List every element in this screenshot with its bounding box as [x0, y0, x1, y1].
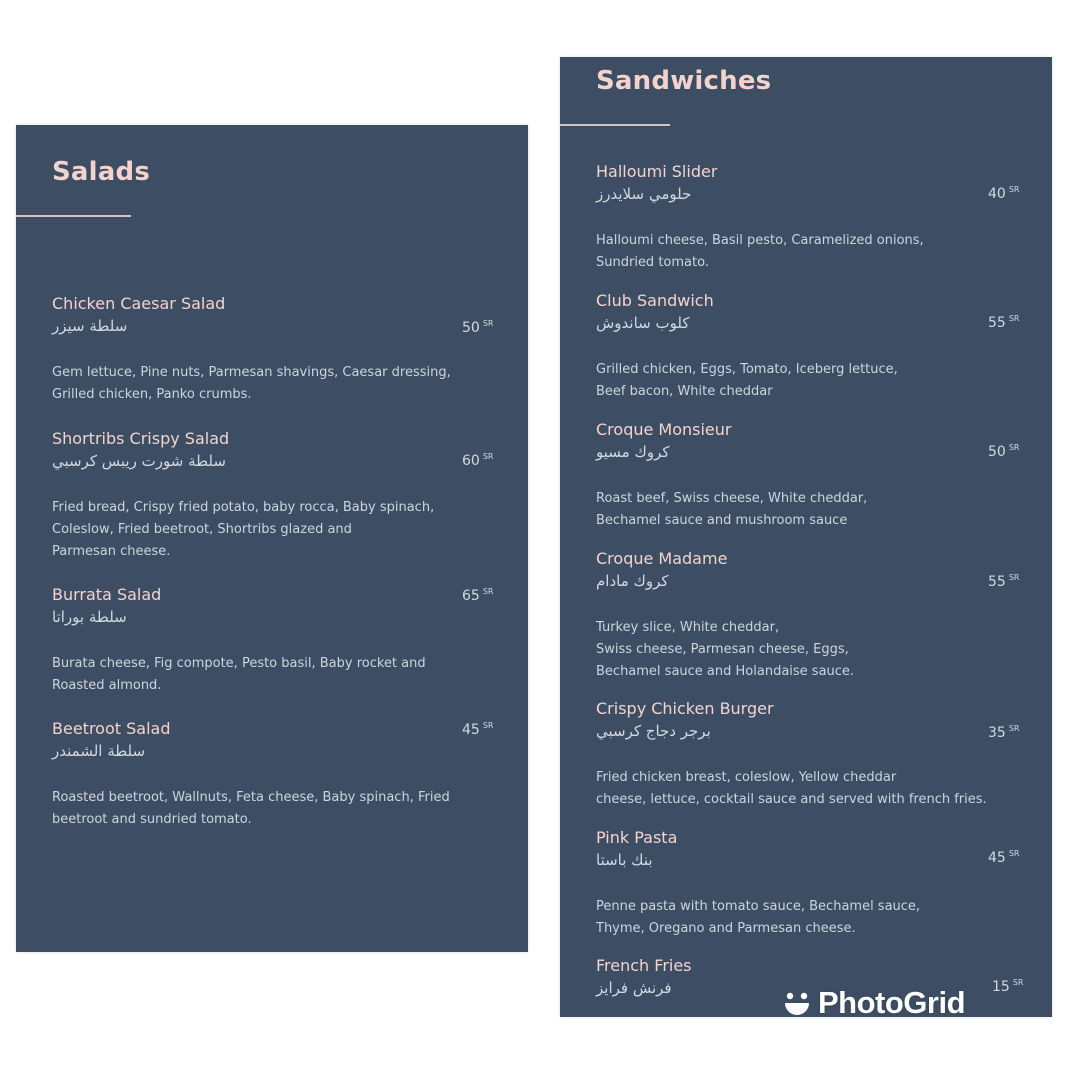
salads-title-divider [16, 215, 131, 217]
menu-item [596, 699, 987, 811]
menu-item [52, 294, 451, 406]
item-description-line: Swiss cheese, Parmesan cheese, Eggs, [596, 642, 849, 657]
price-value: 45 [988, 850, 1006, 866]
item-description-line: Fried chicken breast, coleslow, Yellow cheddar [596, 770, 897, 785]
price-value: 60 [462, 453, 480, 469]
item-description-line: Burata cheese, Fig compote, Pesto basil, Baby rocket and [52, 656, 426, 671]
currency-label: SR [1008, 443, 1020, 452]
currency-label: SR [1012, 978, 1024, 987]
menu-item [52, 429, 434, 563]
item-description-line: Bechamel sauce and mushroom sauce [596, 513, 848, 528]
salads-menu-panel [16, 125, 528, 952]
item-price [462, 452, 493, 469]
item-description-line: Gem lettuce, Pine nuts, Parmesan shavings, Caesar dressing, [52, 365, 451, 380]
item-arabic-name: فرنش فرايز [596, 979, 672, 997]
price-value: 50 [462, 320, 480, 336]
menu-item [596, 162, 924, 274]
item-description-line: Fried bread, Crispy fried potato, baby rocca, Baby spinach, [52, 500, 435, 515]
sandwiches-title: Sandwiches [596, 66, 772, 96]
item-arabic-name: بنك باستا [596, 851, 653, 869]
currency-label: SR [1008, 573, 1020, 582]
item-arabic-name: برجر دجاج كرسبي [596, 722, 711, 740]
item-description-line: Roast beef, Swiss cheese, White cheddar, [596, 491, 868, 506]
item-name: Pink Pasta [596, 828, 678, 847]
item-description-line: Beef bacon, White cheddar [596, 384, 773, 399]
item-arabic-name: سلطة الشمندر [52, 742, 146, 760]
currency-label: SR [1008, 724, 1020, 733]
salads-title: Salads [52, 157, 151, 187]
price-value: 15 [992, 979, 1010, 995]
price-value: 45 [462, 722, 480, 738]
menu-item [52, 719, 450, 831]
item-price [988, 573, 1019, 590]
item-description [596, 488, 867, 532]
item-name: Burrata Salad [52, 585, 162, 604]
item-description-line: Grilled chicken, Eggs, Tomato, Iceberg lettuce, [596, 362, 898, 377]
currency-label: SR [482, 721, 494, 730]
item-name: Crispy Chicken Burger [596, 699, 774, 718]
sandwiches-menu-panel [560, 57, 1052, 1017]
item-description [596, 359, 898, 403]
item-price [462, 721, 493, 738]
item-description-line: beetroot and sundried tomato. [52, 812, 252, 827]
item-description-line: Bechamel sauce and Holandaise sauce. [596, 664, 855, 679]
item-description-line: Sundried tomato. [596, 255, 709, 270]
currency-label: SR [1008, 185, 1020, 194]
item-arabic-name: حلومي سلايدرز [596, 185, 692, 203]
item-arabic-name: سلطة بوراتا [52, 608, 127, 626]
price-value: 55 [988, 574, 1006, 590]
menu-item [596, 828, 920, 940]
item-price [988, 185, 1019, 202]
price-value: 35 [988, 725, 1006, 741]
item-description-line: Halloumi cheese, Basil pesto, Caramelized onions, [596, 233, 924, 248]
menu-item [596, 956, 692, 1000]
item-arabic-name: كروك مادام [596, 572, 669, 590]
item-name: Croque Madame [596, 549, 728, 568]
smiley-face-icon [782, 988, 812, 1018]
item-description [596, 767, 987, 811]
currency-label: SR [482, 452, 494, 461]
item-name: Croque Monsieur [596, 420, 732, 439]
photogrid-watermark [782, 985, 965, 1021]
item-price [988, 314, 1019, 331]
watermark-text: PhotoGrid [818, 985, 966, 1020]
item-price [992, 978, 1023, 995]
currency-label: SR [1008, 849, 1020, 858]
item-description [596, 896, 920, 940]
currency-label: SR [482, 319, 494, 328]
item-arabic-name: سلطة سيزر [52, 317, 128, 335]
price-value: 55 [988, 315, 1006, 331]
item-description-line: Grilled chicken, Panko crumbs. [52, 387, 252, 402]
item-description-line: cheese, lettuce, cocktail sauce and served with french fries. [596, 792, 987, 807]
price-value: 50 [988, 444, 1006, 460]
currency-label: SR [1008, 314, 1020, 323]
item-description-line: Coleslow, Fried beetroot, Shortribs glazed and [52, 522, 352, 537]
menu-item [596, 549, 854, 683]
item-description-line: Roasted beetroot, Wallnuts, Feta cheese, Baby spinach, Fried [52, 790, 450, 805]
item-arabic-name: كروك مسيو [596, 443, 670, 461]
item-price [462, 587, 493, 604]
item-description-line: Thyme, Oregano and Parmesan cheese. [596, 921, 856, 936]
item-price [988, 443, 1019, 460]
item-name: Chicken Caesar Salad [52, 294, 226, 313]
menu-item [596, 420, 867, 532]
item-name: Shortribs Crispy Salad [52, 429, 230, 448]
menu-item [52, 585, 426, 697]
sandwiches-title-divider [560, 124, 670, 126]
item-description [596, 230, 924, 274]
item-arabic-name: كلوب ساندوش [596, 314, 690, 332]
price-value: 65 [462, 588, 480, 604]
item-description [52, 653, 426, 697]
item-description [52, 362, 451, 406]
item-description-line: Turkey slice, White cheddar, [596, 620, 780, 635]
menu-item [596, 291, 898, 403]
item-price [462, 319, 493, 336]
item-description-line: Parmesan cheese. [52, 544, 171, 559]
item-description-line: Penne pasta with tomato sauce, Bechamel sauce, [596, 899, 921, 914]
item-description [52, 787, 450, 831]
item-description-line: Roasted almond. [52, 678, 162, 693]
price-value: 40 [988, 186, 1006, 202]
item-name: Club Sandwich [596, 291, 714, 310]
item-name: Beetroot Salad [52, 719, 171, 738]
item-name: Halloumi Slider [596, 162, 718, 181]
item-price [988, 849, 1019, 866]
item-price [988, 724, 1019, 741]
item-description [596, 617, 854, 683]
item-arabic-name: سلطة شورت ريبس كرسبي [52, 452, 226, 470]
item-description [52, 497, 434, 563]
currency-label: SR [482, 587, 494, 596]
item-name: French Fries [596, 956, 692, 975]
